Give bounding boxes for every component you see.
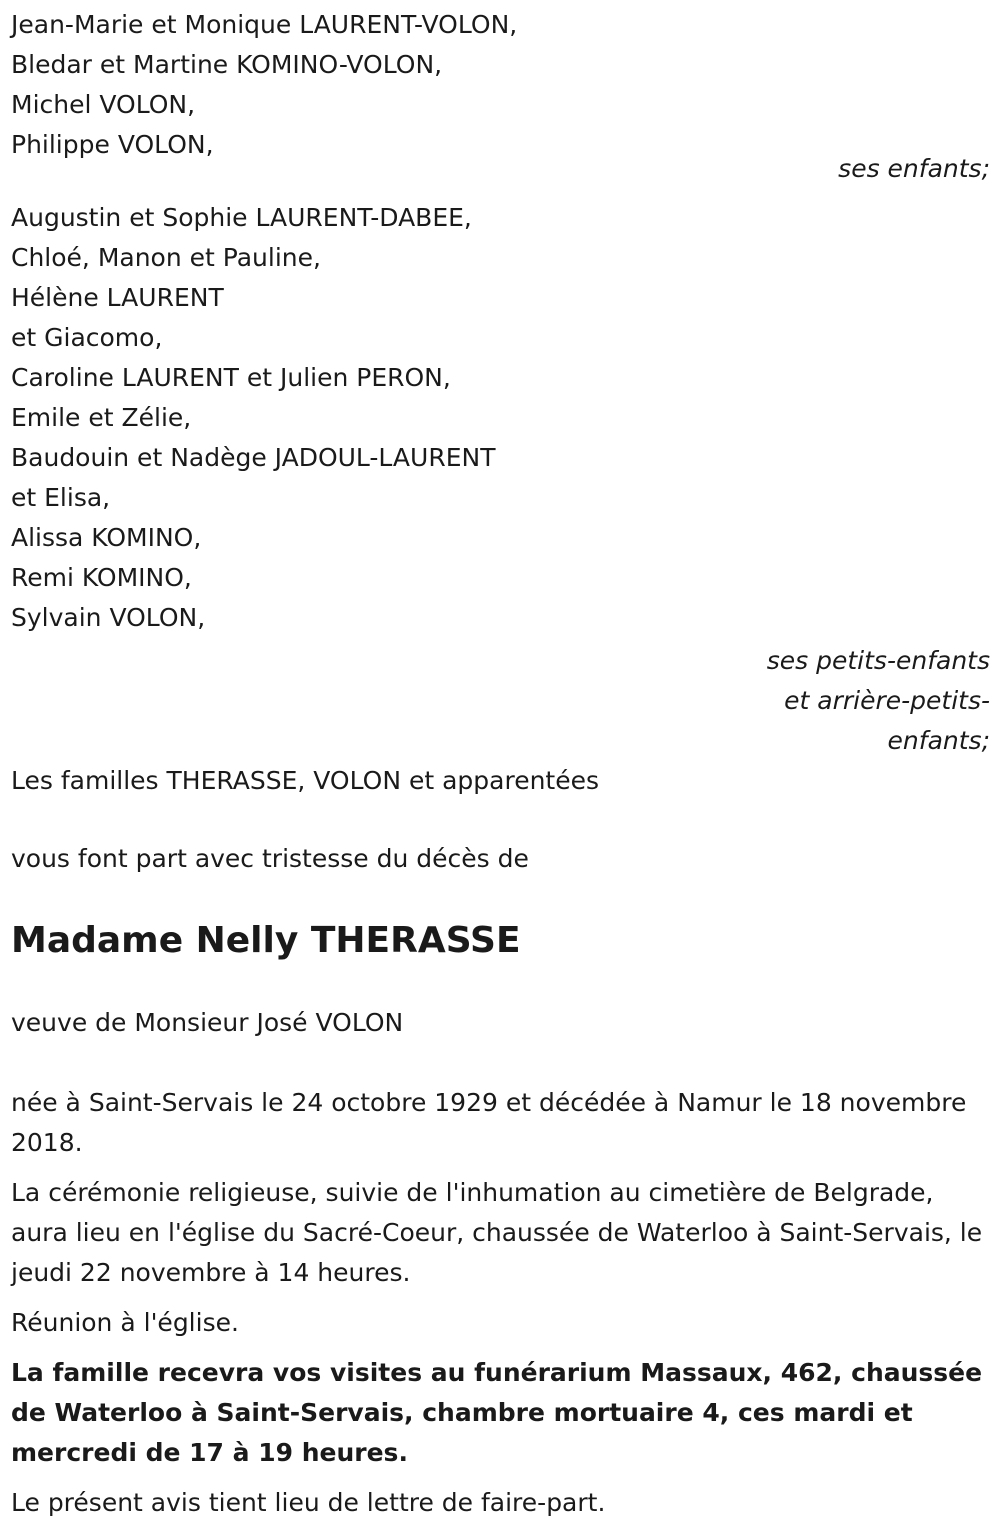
notice-paragraph: Le présent avis tient lieu de lettre de faire-part. [11, 1488, 606, 1517]
meeting-paragraph: Réunion à l'église. [11, 1308, 239, 1337]
grandchild-name: Remi KOMINO, [11, 563, 192, 592]
grandchildren-role: et arrière-petits- [784, 686, 990, 715]
grandchild-name: et Elisa, [11, 483, 111, 512]
child-name: Jean-Marie et Monique LAURENT-VOLON, [11, 10, 518, 39]
ceremony-paragraph: La cérémonie religieuse, suivie de l'inhumation au cimetière de Belgrade, aura lieu en l'église du Sacré-Coeur, chaussée de Waterloo à Saint-Servais, le jeudi 22 novembre à 14 heures. [11, 1178, 983, 1287]
grandchild-name: Chloé, Manon et Pauline, [11, 243, 321, 272]
grandchild-name: Augustin et Sophie LAURENT-DABEE, [11, 203, 472, 232]
grandchildren-role: ses petits-enfants [766, 646, 990, 675]
deceased-name: Madame Nelly THERASSE [11, 920, 521, 961]
grandchild-name: Alissa KOMINO, [11, 523, 202, 552]
grandchild-name: Emile et Zélie, [11, 403, 192, 432]
child-name: Michel VOLON, [11, 90, 196, 119]
child-name: Philippe VOLON, [11, 130, 214, 159]
grandchild-name: et Giacomo, [11, 323, 163, 352]
grandchild-name: Baudouin et Nadège JADOUL-LAURENT [11, 443, 496, 472]
grandchildren-block [11, 198, 990, 761]
children-role: ses enfants; [838, 154, 990, 183]
child-name: Bledar et Martine KOMINO-VOLON, [11, 50, 443, 79]
grandchild-name: Sylvain VOLON, [11, 603, 206, 632]
announcement-line: vous font part avec tristesse du décès de [11, 844, 529, 873]
grandchild-name: Caroline LAURENT et Julien PERON, [11, 363, 451, 392]
families-line: Les familles THERASSE, VOLON et apparentées [11, 766, 600, 795]
grandchild-name: Hélène LAURENT [11, 283, 224, 312]
visits-paragraph: La famille recevra vos visites au funérarium Massaux, 462, chaussée de Waterloo à Saint-Servais, chambre mortuaire 4, ces mardi et mercredi de 17 à 19 heures. [11, 1358, 983, 1467]
grandchildren-role: enfants; [887, 726, 990, 755]
children-block [11, 0, 990, 189]
widow-of-line: veuve de Monsieur José VOLON [11, 1008, 404, 1037]
birth-death-paragraph: née à Saint-Servais le 24 octobre 1929 et décédée à Namur le 18 novembre 2018. [11, 1088, 967, 1157]
